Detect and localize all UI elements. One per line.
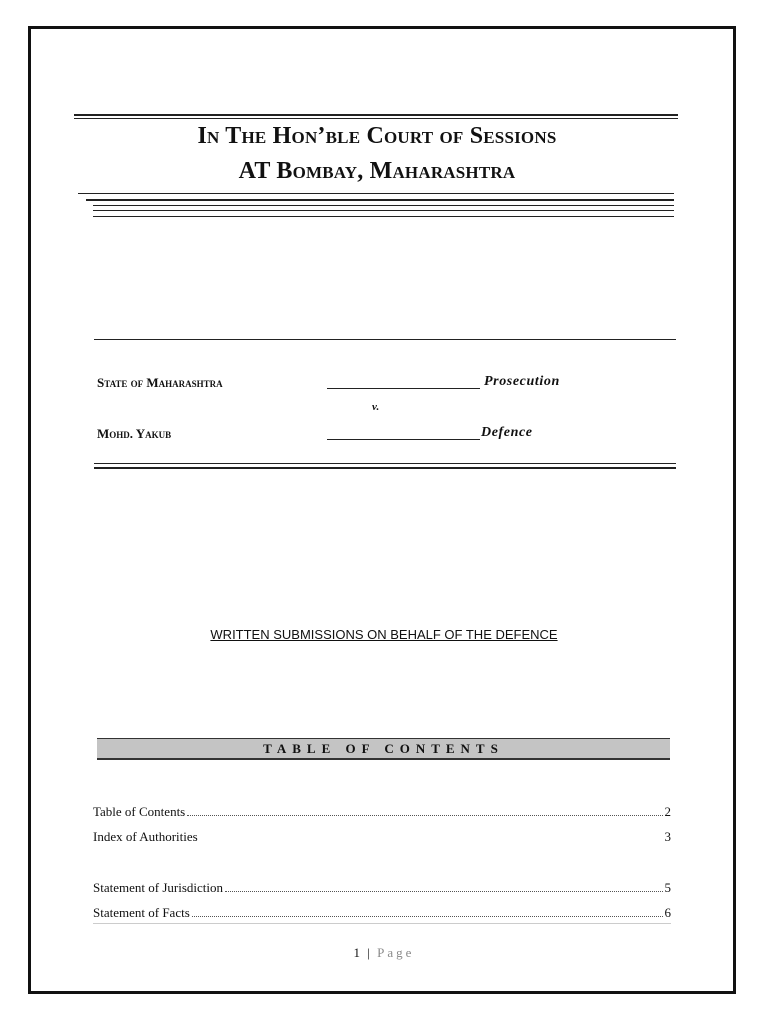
toc-entry[interactable]	[93, 804, 671, 820]
toc-entry-page: 3	[664, 829, 671, 844]
defence-blank-line	[327, 428, 480, 440]
toc-entry-label: Index of Authorities	[93, 829, 198, 844]
court-title-line-2: AT Bombay, Maharashtra	[238, 158, 516, 184]
toc-entry[interactable]	[93, 880, 671, 896]
toc-entry[interactable]	[93, 829, 671, 845]
parties-rule-top	[94, 339, 676, 340]
footer-page-word: Page	[377, 945, 415, 960]
court-title-line-1: In The Hon’ble Court of Sessions	[197, 123, 557, 149]
toc-entry-page: 6	[664, 905, 671, 920]
defence-party: Mohd. Yakub	[97, 426, 172, 441]
header-rule-top-thick	[74, 114, 678, 116]
toc-bottom-rule	[93, 923, 671, 924]
toc-entry-leader	[200, 840, 663, 841]
header-rule-bottom-5	[93, 216, 674, 217]
footer-separator: |	[367, 945, 370, 960]
header-rule-bottom-3	[93, 205, 674, 206]
toc-entry-label: Statement of Jurisdiction	[93, 880, 223, 895]
parties-rule-bottom-1	[94, 463, 676, 464]
toc-entry[interactable]	[93, 905, 671, 921]
parties-rule-bottom-2	[94, 467, 676, 469]
versus-label: v.	[372, 401, 380, 413]
toc-entry-leader	[187, 815, 662, 816]
submission-title: WRITTEN SUBMISSIONS ON BEHALF OF THE DEFENCE	[210, 627, 558, 642]
header-rule-top-thin	[74, 118, 678, 119]
defence-role: Defence	[481, 425, 533, 440]
header-rule-bottom-1	[78, 193, 674, 194]
prosecution-blank-line	[327, 377, 480, 389]
page-footer	[0, 945, 768, 961]
footer-page-number: 1	[353, 945, 361, 960]
toc-entry-page: 5	[664, 880, 671, 895]
toc-entry-leader	[225, 891, 663, 892]
toc-heading: TABLE OF CONTENTS	[97, 738, 670, 760]
toc-entry-page: 2	[664, 804, 671, 819]
prosecution-role: Prosecution	[484, 374, 560, 389]
header-rule-bottom-4	[93, 210, 674, 211]
toc-entry-label: Table of Contents	[93, 804, 186, 819]
toc-entry-leader	[192, 916, 663, 917]
prosecution-party: State of Maharashtra	[97, 375, 223, 390]
header-rule-bottom-2	[86, 199, 674, 201]
toc-entry-label: Statement of Facts	[93, 905, 190, 920]
